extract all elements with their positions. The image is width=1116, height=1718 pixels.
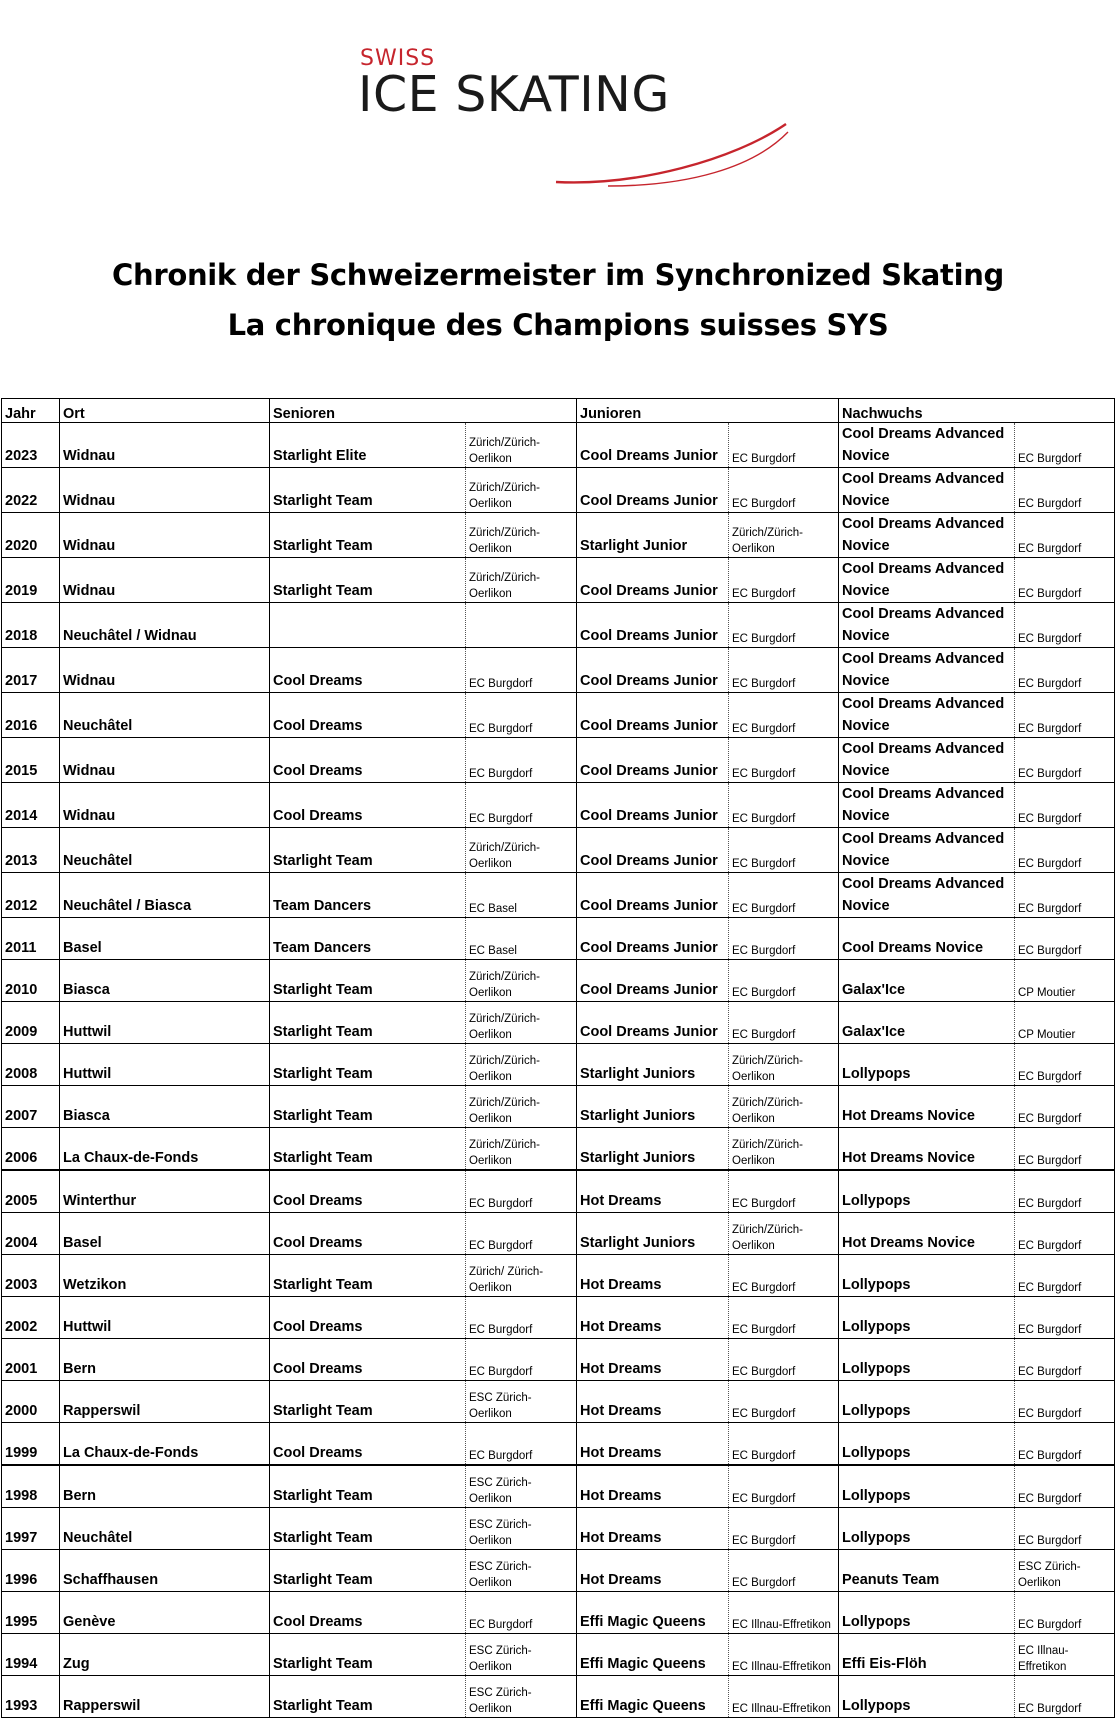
senioren-team-cell: Cool Dreams [270, 1592, 466, 1634]
nachwuchs-club-cell: EC Burgdorf [1015, 1465, 1115, 1508]
junioren-team-cell: Hot Dreams [577, 1465, 729, 1508]
junioren-club-cell: EC Burgdorf [729, 783, 839, 828]
location-cell: Widnau [60, 513, 270, 558]
senioren-club-cell: Zürich/Zürich-Oerlikon [466, 423, 577, 468]
year-cell: 2008 [2, 1044, 60, 1086]
location-cell: Widnau [60, 558, 270, 603]
year-cell: 2011 [2, 918, 60, 960]
nachwuchs-team-cell: Lollypops [839, 1255, 1015, 1297]
senioren-club-cell: EC Burgdorf [466, 1213, 577, 1255]
location-cell: Widnau [60, 648, 270, 693]
nachwuchs-club-cell: EC Burgdorf [1015, 738, 1115, 783]
junioren-team-cell: Cool Dreams Junior [577, 558, 729, 603]
location-cell: Huttwil [60, 1044, 270, 1086]
junioren-team-cell: Cool Dreams Junior [577, 693, 729, 738]
location-cell: Winterthur [60, 1170, 270, 1213]
table-row [2, 783, 1115, 828]
year-cell: 2009 [2, 1002, 60, 1044]
location-cell: Neuchâtel [60, 693, 270, 738]
junioren-club-cell: EC Illnau-Effretikon [729, 1676, 839, 1718]
senioren-club-cell: EC Burgdorf [466, 1592, 577, 1634]
logo-swoosh-icon [548, 82, 798, 192]
junioren-club-cell: EC Burgdorf [729, 1002, 839, 1044]
location-cell: La Chaux-de-Fonds [60, 1423, 270, 1466]
senioren-team-cell: Cool Dreams [270, 1339, 466, 1381]
senioren-club-cell: Zürich/Zürich-Oerlikon [466, 1128, 577, 1171]
location-cell: Genève [60, 1592, 270, 1634]
junioren-club-cell: EC Burgdorf [729, 603, 839, 648]
year-cell: 1998 [2, 1465, 60, 1508]
nachwuchs-club-cell: EC Illnau-Effretikon [1015, 1634, 1115, 1676]
junioren-team-cell: Cool Dreams Junior [577, 603, 729, 648]
senioren-team-cell: Cool Dreams [270, 1213, 466, 1255]
senioren-team-cell: Starlight Team [270, 1002, 466, 1044]
senioren-club-cell: EC Burgdorf [466, 1297, 577, 1339]
table-row [2, 603, 1115, 648]
nachwuchs-club-cell: EC Burgdorf [1015, 783, 1115, 828]
table-row [2, 918, 1115, 960]
nachwuchs-club-cell: EC Burgdorf [1015, 1170, 1115, 1213]
senioren-club-cell: Zürich/Zürich-Oerlikon [466, 558, 577, 603]
junioren-team-cell: Hot Dreams [577, 1255, 729, 1297]
junioren-club-cell: EC Burgdorf [729, 960, 839, 1002]
nachwuchs-club-cell: EC Burgdorf [1015, 828, 1115, 873]
year-cell: 2019 [2, 558, 60, 603]
nachwuchs-club-cell: EC Burgdorf [1015, 1339, 1115, 1381]
nachwuchs-team-cell: Effi Eis-Flöh [839, 1634, 1015, 1676]
nachwuchs-team-cell: Cool Dreams Advanced Novice [839, 558, 1015, 603]
table-row [2, 828, 1115, 873]
location-cell: La Chaux-de-Fonds [60, 1128, 270, 1171]
table-row [2, 1550, 1115, 1592]
location-cell: Widnau [60, 783, 270, 828]
senioren-club-cell [466, 603, 577, 648]
senioren-team-cell: Starlight Team [270, 1508, 466, 1550]
header-senioren-club [466, 399, 577, 423]
location-cell: Zug [60, 1634, 270, 1676]
junioren-club-cell: Zürich/Zürich-Oerlikon [729, 1128, 839, 1171]
junioren-club-cell: EC Burgdorf [729, 1465, 839, 1508]
year-cell: 2000 [2, 1381, 60, 1423]
junioren-team-cell: Cool Dreams Junior [577, 783, 729, 828]
nachwuchs-club-cell: EC Burgdorf [1015, 513, 1115, 558]
year-cell: 2015 [2, 738, 60, 783]
year-cell: 2012 [2, 873, 60, 918]
senioren-team-cell: Starlight Team [270, 1128, 466, 1171]
year-cell: 1999 [2, 1423, 60, 1466]
champions-table [1, 398, 1115, 1718]
table-row [2, 1002, 1115, 1044]
nachwuchs-team-cell: Cool Dreams Advanced Novice [839, 603, 1015, 648]
title-german: Chronik der Schweizermeister im Synchronized Skating [111, 258, 1005, 292]
location-cell: Bern [60, 1465, 270, 1508]
junioren-club-cell: Zürich/Zürich-Oerlikon [729, 1086, 839, 1128]
senioren-club-cell: Zürich/Zürich-Oerlikon [466, 828, 577, 873]
location-cell: Neuchâtel [60, 828, 270, 873]
nachwuchs-club-cell: EC Burgdorf [1015, 603, 1115, 648]
nachwuchs-club-cell: EC Burgdorf [1015, 1128, 1115, 1171]
nachwuchs-club-cell: EC Burgdorf [1015, 1423, 1115, 1466]
junioren-club-cell: EC Burgdorf [729, 693, 839, 738]
location-cell: Biasca [60, 960, 270, 1002]
year-cell: 2004 [2, 1213, 60, 1255]
location-cell: Widnau [60, 468, 270, 513]
senioren-club-cell: ESC Zürich-Oerlikon [466, 1381, 577, 1423]
header-junioren: Junioren [577, 399, 729, 423]
senioren-club-cell: ESC Zürich-Oerlikon [466, 1676, 577, 1718]
junioren-team-cell: Hot Dreams [577, 1550, 729, 1592]
location-cell: Huttwil [60, 1002, 270, 1044]
senioren-club-cell: EC Burgdorf [466, 693, 577, 738]
year-cell: 1995 [2, 1592, 60, 1634]
senioren-club-cell: Zürich/Zürich-Oerlikon [466, 468, 577, 513]
junioren-club-cell: EC Burgdorf [729, 1255, 839, 1297]
junioren-club-cell: EC Burgdorf [729, 1381, 839, 1423]
location-cell: Wetzikon [60, 1255, 270, 1297]
junioren-team-cell: Starlight Juniors [577, 1128, 729, 1171]
year-cell: 2013 [2, 828, 60, 873]
junioren-club-cell: Zürich/Zürich-Oerlikon [729, 513, 839, 558]
junioren-team-cell: Cool Dreams Junior [577, 648, 729, 693]
junioren-club-cell: EC Illnau-Effretikon [729, 1634, 839, 1676]
nachwuchs-club-cell: EC Burgdorf [1015, 1676, 1115, 1718]
location-cell: Basel [60, 918, 270, 960]
nachwuchs-team-cell: Lollypops [839, 1508, 1015, 1550]
nachwuchs-club-cell: EC Burgdorf [1015, 648, 1115, 693]
location-cell: Basel [60, 1213, 270, 1255]
location-cell: Neuchâtel / Biasca [60, 873, 270, 918]
table-row [2, 1297, 1115, 1339]
year-cell: 2017 [2, 648, 60, 693]
junioren-team-cell: Cool Dreams Junior [577, 873, 729, 918]
junioren-team-cell: Cool Dreams Junior [577, 468, 729, 513]
nachwuchs-team-cell: Galax'Ice [839, 960, 1015, 1002]
junioren-team-cell: Hot Dreams [577, 1170, 729, 1213]
table-row [2, 423, 1115, 468]
nachwuchs-team-cell: Lollypops [839, 1592, 1015, 1634]
junioren-club-cell: EC Burgdorf [729, 1297, 839, 1339]
location-cell: Widnau [60, 423, 270, 468]
table-row [2, 1339, 1115, 1381]
swiss-ice-skating-logo [358, 42, 798, 152]
junioren-club-cell: Zürich/Zürich-Oerlikon [729, 1213, 839, 1255]
junioren-club-cell: EC Burgdorf [729, 468, 839, 513]
junioren-team-cell: Cool Dreams Junior [577, 1002, 729, 1044]
table-row [2, 1634, 1115, 1676]
nachwuchs-team-cell: Cool Dreams Advanced Novice [839, 693, 1015, 738]
junioren-club-cell: Zürich/Zürich-Oerlikon [729, 1044, 839, 1086]
senioren-team-cell: Starlight Team [270, 1255, 466, 1297]
header-nachwuchs: Nachwuchs [839, 399, 1015, 423]
junioren-team-cell: Hot Dreams [577, 1339, 729, 1381]
table-row [2, 738, 1115, 783]
nachwuchs-club-cell: CP Moutier [1015, 960, 1115, 1002]
year-cell: 2005 [2, 1170, 60, 1213]
year-cell: 1997 [2, 1508, 60, 1550]
senioren-team-cell: Cool Dreams [270, 1297, 466, 1339]
logo-swiss-text: SWISS [360, 46, 436, 71]
header-senioren: Senioren [270, 399, 466, 423]
year-cell: 2007 [2, 1086, 60, 1128]
nachwuchs-club-cell: CP Moutier [1015, 1002, 1115, 1044]
senioren-team-cell: Starlight Team [270, 513, 466, 558]
senioren-club-cell: ESC Zürich-Oerlikon [466, 1465, 577, 1508]
table-row [2, 1465, 1115, 1508]
nachwuchs-club-cell: EC Burgdorf [1015, 423, 1115, 468]
senioren-team-cell: Starlight Team [270, 960, 466, 1002]
senioren-team-cell: Team Dancers [270, 873, 466, 918]
junioren-team-cell: Effi Magic Queens [577, 1676, 729, 1718]
junioren-club-cell: EC Burgdorf [729, 648, 839, 693]
table-row [2, 558, 1115, 603]
location-cell: Huttwil [60, 1297, 270, 1339]
nachwuchs-club-cell: ESC Zürich-Oerlikon [1015, 1550, 1115, 1592]
nachwuchs-club-cell: EC Burgdorf [1015, 1213, 1115, 1255]
table-header-row [2, 399, 1115, 423]
location-cell: Bern [60, 1339, 270, 1381]
nachwuchs-club-cell: EC Burgdorf [1015, 1508, 1115, 1550]
senioren-club-cell: ESC Zürich-Oerlikon [466, 1634, 577, 1676]
year-cell: 2023 [2, 423, 60, 468]
table-row [2, 648, 1115, 693]
table-row [2, 1170, 1115, 1213]
senioren-club-cell: Zürich/Zürich-Oerlikon [466, 513, 577, 558]
nachwuchs-team-cell: Cool Dreams Advanced Novice [839, 738, 1015, 783]
senioren-team-cell: Starlight Team [270, 1634, 466, 1676]
junioren-club-cell: EC Burgdorf [729, 873, 839, 918]
year-cell: 2003 [2, 1255, 60, 1297]
table-row [2, 513, 1115, 558]
junioren-team-cell: Hot Dreams [577, 1508, 729, 1550]
junioren-club-cell: EC Burgdorf [729, 423, 839, 468]
year-cell: 2001 [2, 1339, 60, 1381]
senioren-team-cell: Cool Dreams [270, 693, 466, 738]
page-titles [0, 250, 1116, 350]
senioren-team-cell: Cool Dreams [270, 738, 466, 783]
nachwuchs-team-cell: Lollypops [839, 1465, 1015, 1508]
senioren-club-cell: Zürich/Zürich-Oerlikon [466, 1086, 577, 1128]
location-cell: Rapperswil [60, 1381, 270, 1423]
year-cell: 2014 [2, 783, 60, 828]
nachwuchs-team-cell: Hot Dreams Novice [839, 1086, 1015, 1128]
senioren-team-cell: Starlight Elite [270, 423, 466, 468]
junioren-team-cell: Cool Dreams Junior [577, 828, 729, 873]
nachwuchs-team-cell: Cool Dreams Novice [839, 918, 1015, 960]
junioren-club-cell: EC Burgdorf [729, 738, 839, 783]
senioren-club-cell: EC Burgdorf [466, 648, 577, 693]
senioren-team-cell: Team Dancers [270, 918, 466, 960]
junioren-team-cell: Starlight Junior [577, 513, 729, 558]
year-cell: 1993 [2, 1676, 60, 1718]
table-row [2, 1381, 1115, 1423]
senioren-club-cell: Zürich/Zürich-Oerlikon [466, 960, 577, 1002]
header-junioren-club [729, 399, 839, 423]
table-row [2, 1128, 1115, 1171]
senioren-team-cell: Cool Dreams [270, 648, 466, 693]
nachwuchs-club-cell: EC Burgdorf [1015, 1044, 1115, 1086]
year-cell: 2006 [2, 1128, 60, 1171]
year-cell: 2020 [2, 513, 60, 558]
junioren-team-cell: Effi Magic Queens [577, 1592, 729, 1634]
junioren-club-cell: EC Burgdorf [729, 1170, 839, 1213]
senioren-club-cell: ESC Zürich-Oerlikon [466, 1550, 577, 1592]
nachwuchs-team-cell: Peanuts Team [839, 1550, 1015, 1592]
junioren-team-cell: Starlight Juniors [577, 1086, 729, 1128]
title-french: La chronique des Champions suisses SYS [227, 308, 889, 342]
junioren-club-cell: EC Burgdorf [729, 828, 839, 873]
junioren-team-cell: Hot Dreams [577, 1381, 729, 1423]
location-cell: Neuchâtel / Widnau [60, 603, 270, 648]
header-jahr: Jahr [2, 399, 60, 423]
table-row [2, 1676, 1115, 1718]
senioren-club-cell: EC Burgdorf [466, 1339, 577, 1381]
location-cell: Rapperswil [60, 1676, 270, 1718]
table-row [2, 1213, 1115, 1255]
nachwuchs-team-cell: Lollypops [839, 1423, 1015, 1466]
junioren-team-cell: Cool Dreams Junior [577, 960, 729, 1002]
year-cell: 2010 [2, 960, 60, 1002]
location-cell: Neuchâtel [60, 1508, 270, 1550]
table-row [2, 693, 1115, 738]
nachwuchs-team-cell: Lollypops [839, 1381, 1015, 1423]
year-cell: 2018 [2, 603, 60, 648]
location-cell: Schaffhausen [60, 1550, 270, 1592]
senioren-team-cell: Cool Dreams [270, 783, 466, 828]
junioren-team-cell: Cool Dreams Junior [577, 423, 729, 468]
nachwuchs-team-cell: Cool Dreams Advanced Novice [839, 783, 1015, 828]
senioren-team-cell: Starlight Team [270, 1381, 466, 1423]
nachwuchs-team-cell: Cool Dreams Advanced Novice [839, 468, 1015, 513]
senioren-team-cell [270, 603, 466, 648]
senioren-club-cell: EC Basel [466, 873, 577, 918]
junioren-club-cell: EC Burgdorf [729, 918, 839, 960]
senioren-club-cell: EC Burgdorf [466, 1170, 577, 1213]
junioren-team-cell: Hot Dreams [577, 1423, 729, 1466]
location-cell: Biasca [60, 1086, 270, 1128]
senioren-team-cell: Starlight Team [270, 828, 466, 873]
nachwuchs-team-cell: Galax'Ice [839, 1002, 1015, 1044]
year-cell: 2016 [2, 693, 60, 738]
year-cell: 2002 [2, 1297, 60, 1339]
nachwuchs-team-cell: Cool Dreams Advanced Novice [839, 513, 1015, 558]
table-row [2, 1508, 1115, 1550]
senioren-team-cell: Starlight Team [270, 1676, 466, 1718]
junioren-team-cell: Hot Dreams [577, 1297, 729, 1339]
location-cell: Widnau [60, 738, 270, 783]
junioren-team-cell: Starlight Juniors [577, 1213, 729, 1255]
nachwuchs-team-cell: Lollypops [839, 1339, 1015, 1381]
senioren-club-cell: Zürich/Zürich-Oerlikon [466, 1002, 577, 1044]
junioren-club-cell: EC Burgdorf [729, 558, 839, 603]
year-cell: 2022 [2, 468, 60, 513]
nachwuchs-team-cell: Cool Dreams Advanced Novice [839, 648, 1015, 693]
table-row [2, 1044, 1115, 1086]
year-cell: 1994 [2, 1634, 60, 1676]
junioren-club-cell: EC Burgdorf [729, 1550, 839, 1592]
nachwuchs-club-cell: EC Burgdorf [1015, 873, 1115, 918]
senioren-club-cell: EC Basel [466, 918, 577, 960]
nachwuchs-club-cell: EC Burgdorf [1015, 918, 1115, 960]
nachwuchs-club-cell: EC Burgdorf [1015, 693, 1115, 738]
nachwuchs-team-cell: Lollypops [839, 1044, 1015, 1086]
nachwuchs-club-cell: EC Burgdorf [1015, 1255, 1115, 1297]
nachwuchs-club-cell: EC Burgdorf [1015, 468, 1115, 513]
senioren-club-cell: Zürich/Zürich-Oerlikon [466, 1044, 577, 1086]
senioren-team-cell: Starlight Team [270, 1086, 466, 1128]
nachwuchs-team-cell: Lollypops [839, 1297, 1015, 1339]
senioren-team-cell: Starlight Team [270, 1465, 466, 1508]
senioren-team-cell: Starlight Team [270, 558, 466, 603]
senioren-team-cell: Starlight Team [270, 468, 466, 513]
table-row [2, 1086, 1115, 1128]
logo-ice-skating-text: ICE SKATING [358, 66, 670, 123]
table-row [2, 1592, 1115, 1634]
nachwuchs-team-cell: Cool Dreams Advanced Novice [839, 423, 1015, 468]
junioren-team-cell: Starlight Juniors [577, 1044, 729, 1086]
table-row [2, 1255, 1115, 1297]
header-ort: Ort [60, 399, 270, 423]
nachwuchs-team-cell: Cool Dreams Advanced Novice [839, 873, 1015, 918]
senioren-club-cell: Zürich/ Zürich-Oerlikon [466, 1255, 577, 1297]
junioren-team-cell: Cool Dreams Junior [577, 918, 729, 960]
senioren-team-cell: Starlight Team [270, 1044, 466, 1086]
table-row [2, 873, 1115, 918]
nachwuchs-team-cell: Lollypops [839, 1676, 1015, 1718]
header-nachwuchs-club [1015, 399, 1115, 423]
nachwuchs-team-cell: Lollypops [839, 1170, 1015, 1213]
table-row [2, 1423, 1115, 1466]
table-row [2, 960, 1115, 1002]
senioren-team-cell: Cool Dreams [270, 1170, 466, 1213]
junioren-club-cell: EC Burgdorf [729, 1508, 839, 1550]
senioren-club-cell: EC Burgdorf [466, 738, 577, 783]
nachwuchs-club-cell: EC Burgdorf [1015, 1297, 1115, 1339]
year-cell: 1996 [2, 1550, 60, 1592]
nachwuchs-club-cell: EC Burgdorf [1015, 1592, 1115, 1634]
senioren-team-cell: Cool Dreams [270, 1423, 466, 1466]
nachwuchs-team-cell: Hot Dreams Novice [839, 1213, 1015, 1255]
senioren-club-cell: EC Burgdorf [466, 783, 577, 828]
junioren-team-cell: Effi Magic Queens [577, 1634, 729, 1676]
junioren-team-cell: Cool Dreams Junior [577, 738, 729, 783]
junioren-club-cell: EC Illnau-Effretikon [729, 1592, 839, 1634]
table-row [2, 468, 1115, 513]
junioren-club-cell: EC Burgdorf [729, 1339, 839, 1381]
senioren-club-cell: ESC Zürich-Oerlikon [466, 1508, 577, 1550]
nachwuchs-club-cell: EC Burgdorf [1015, 1381, 1115, 1423]
nachwuchs-team-cell: Cool Dreams Advanced Novice [839, 828, 1015, 873]
nachwuchs-club-cell: EC Burgdorf [1015, 558, 1115, 603]
senioren-club-cell: EC Burgdorf [466, 1423, 577, 1466]
nachwuchs-team-cell: Hot Dreams Novice [839, 1128, 1015, 1171]
nachwuchs-club-cell: EC Burgdorf [1015, 1086, 1115, 1128]
senioren-team-cell: Starlight Team [270, 1550, 466, 1592]
junioren-club-cell: EC Burgdorf [729, 1423, 839, 1466]
